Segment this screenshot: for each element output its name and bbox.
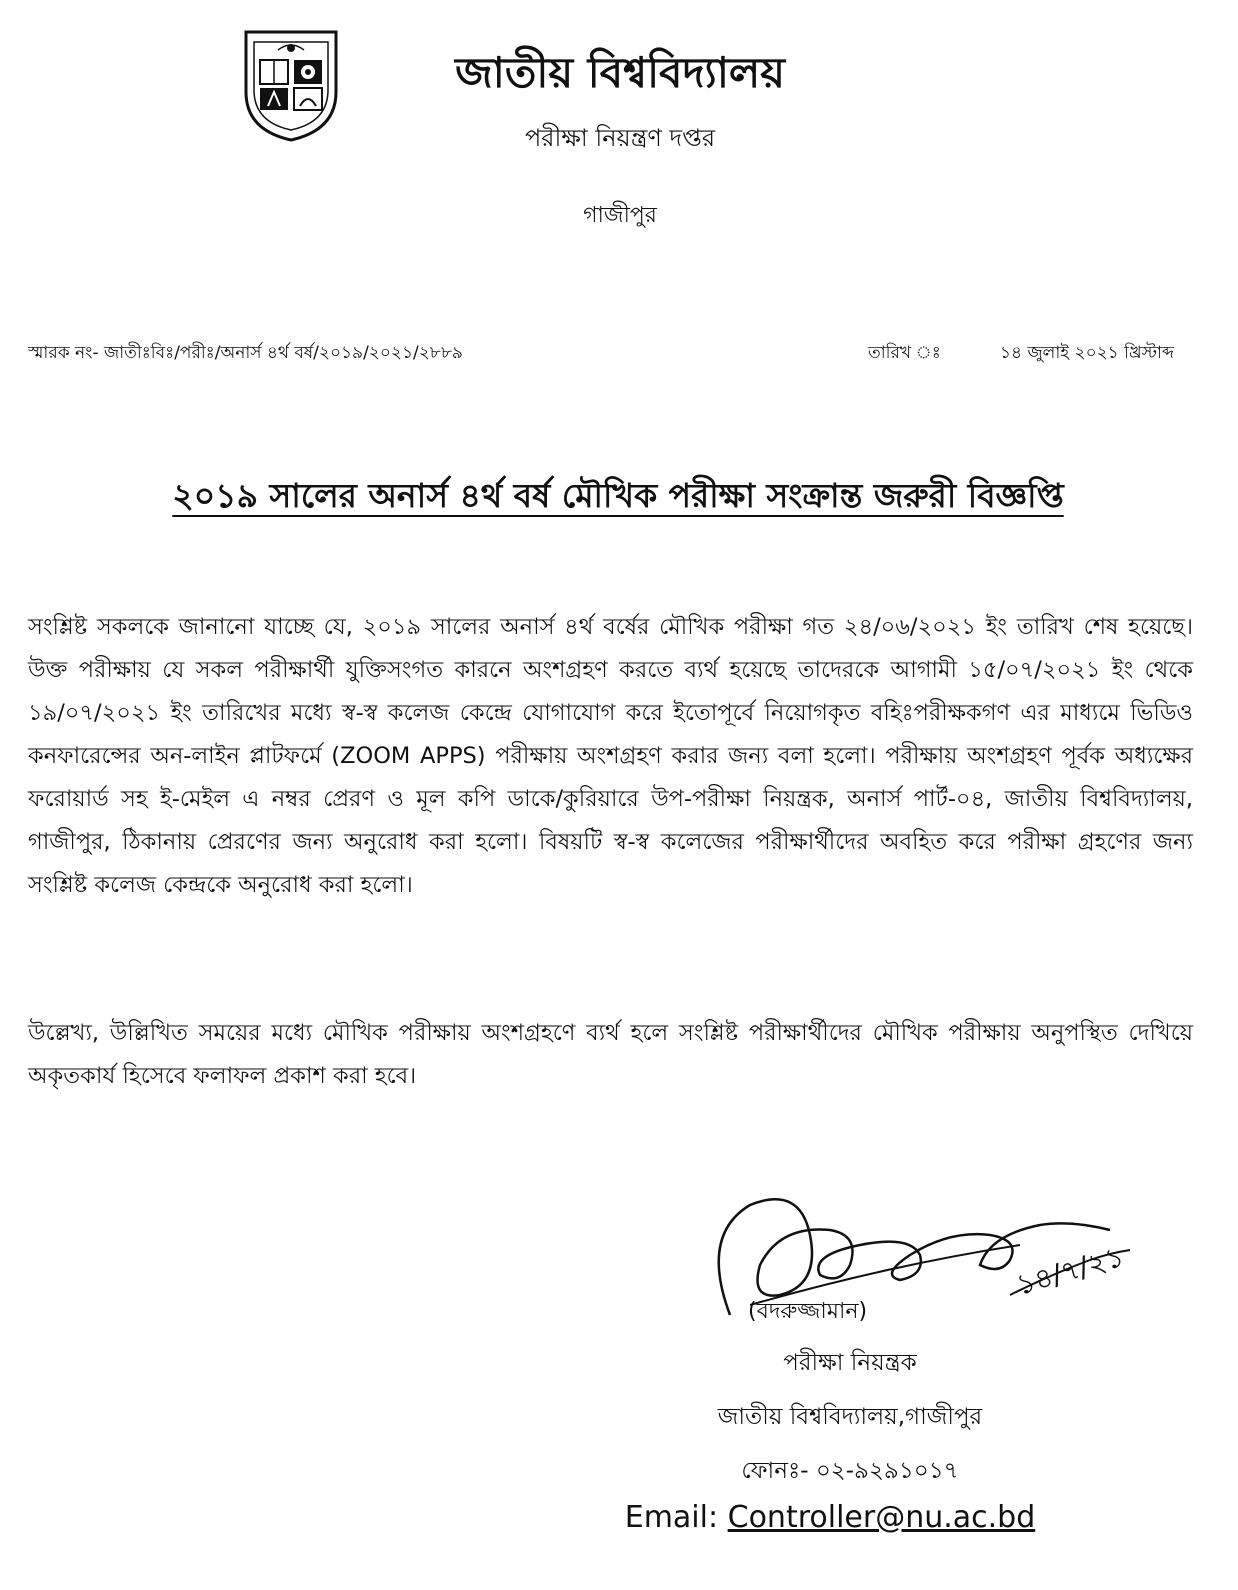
signature-date: ১৪/৭/২১ <box>1012 1239 1128 1302</box>
notice-title: ২০১৯ সালের অনার্স ৪র্থ বর্ষ মৌখিক পরীক্ষা সংক্রান্ত জরুরী বিজ্ঞপ্তি <box>172 476 1064 515</box>
university-seal-icon <box>238 22 344 144</box>
notice-paragraph-2: উল্লেখ্য, উল্লিখিত সময়ের মধ্যে মৌখিক পরীক্ষায় অংশগ্রহণে ব্যর্থ হলে সংশ্লিষ্ট পরীক্ষার্থীদের মৌখিক পরীক্ষায় অনুপস্থিত দেখিয়ে অকৃতকার্য হিসেবে ফলাফল প্রকাশ করা হবে। <box>28 1020 1193 1089</box>
signatory-phone: ফোনঃ- ০২-৯২৯১০১৭ <box>741 1458 959 1484</box>
signatory-name: (বদরুজ্জামান) <box>748 1299 868 1324</box>
signatory-organization: জাতীয় বিশ্ববিদ্যালয়,গাজীপুর <box>717 1404 983 1430</box>
signatory-email-line <box>560 1500 1100 1535</box>
office-city: গাজীপুর <box>583 203 657 228</box>
date-value: ১৪ জুলাই ২০২১ খ্রিস্টাব্দ <box>1000 343 1174 363</box>
signatory-designation: পরীক্ষা নিয়ন্ত্রক <box>783 1350 917 1376</box>
notice-paragraph-1: সংশ্লিষ্ট সকলকে জানানো যাচ্ছে যে, ২০১৯ সালের অনার্স ৪র্থ বর্ষের মৌখিক পরীক্ষা গত ২৪/০৬/২০২১ ইং তারিখ শেষ হয়েছে। উক্ত পরীক্ষায় যে সকল পরীক্ষার্থী যুক্তিসংগত কারনে অংশগ্রহণ করতে ব্যর্থ হয়েছে তাদেরকে আগামী ১৫/০৭/২০২১ ইং থেকে ১৯/০৭/২০২১ ইং তারিখের মধ্যে স্ব-স্ব কলেজ কেন্দ্রে যোগাযোগ করে ইতোপূর্বে নিয়োগকৃত বহিঃপরীক্ষকগণ এর মাধ্যমে ভিডিও কনফারেন্সের অন-লাইন প্লাটফর্মে (ZOOM APPS) পরীক্ষায় অংশগ্রহণ করার জন্য বলা হলো। পরীক্ষায় অংশগ্রহণ পূর্বক অধ্যক্ষের ফরোয়ার্ড সহ ই-মেইল এ নম্বর প্রেরণ ও মূল কপি ডাকে/কুরিয়ারে উপ-পরীক্ষা নিয়ন্ত্রক, অনার্স পার্ট-০৪, জাতীয় বিশ্ববিদ্যালয়, গাজীপুর, ঠিকানায় প্রেরণের জন্য অনুরোধ করা হলো। বিষয়টি স্ব-স্ব কলেজের পরীক্ষার্থীদের অবহিত করে পরীক্ষা গ্রহণের জন্য সংশ্লিষ্ট কলেজ কেন্দ্রকে অনুরোধ করা হলো। <box>28 614 1193 898</box>
office-name: পরীক্ষা নিয়ন্ত্রণ দপ্তর <box>524 124 716 152</box>
memo-reference: স্মারক নং- জাতীঃবিঃ/পরীঃ/অনার্স ৪র্থ বর্ষ/২০১৯/২০২১/২৮৮৯ <box>28 343 463 363</box>
date-label: তারিখ ঃ <box>868 343 941 363</box>
university-name: জাতীয় বিশ্ববিদ্যালয় <box>455 48 785 97</box>
email-link[interactable]: Controller@nu.ac.bd <box>727 1500 1036 1535</box>
email-label: Email: <box>624 1500 719 1535</box>
